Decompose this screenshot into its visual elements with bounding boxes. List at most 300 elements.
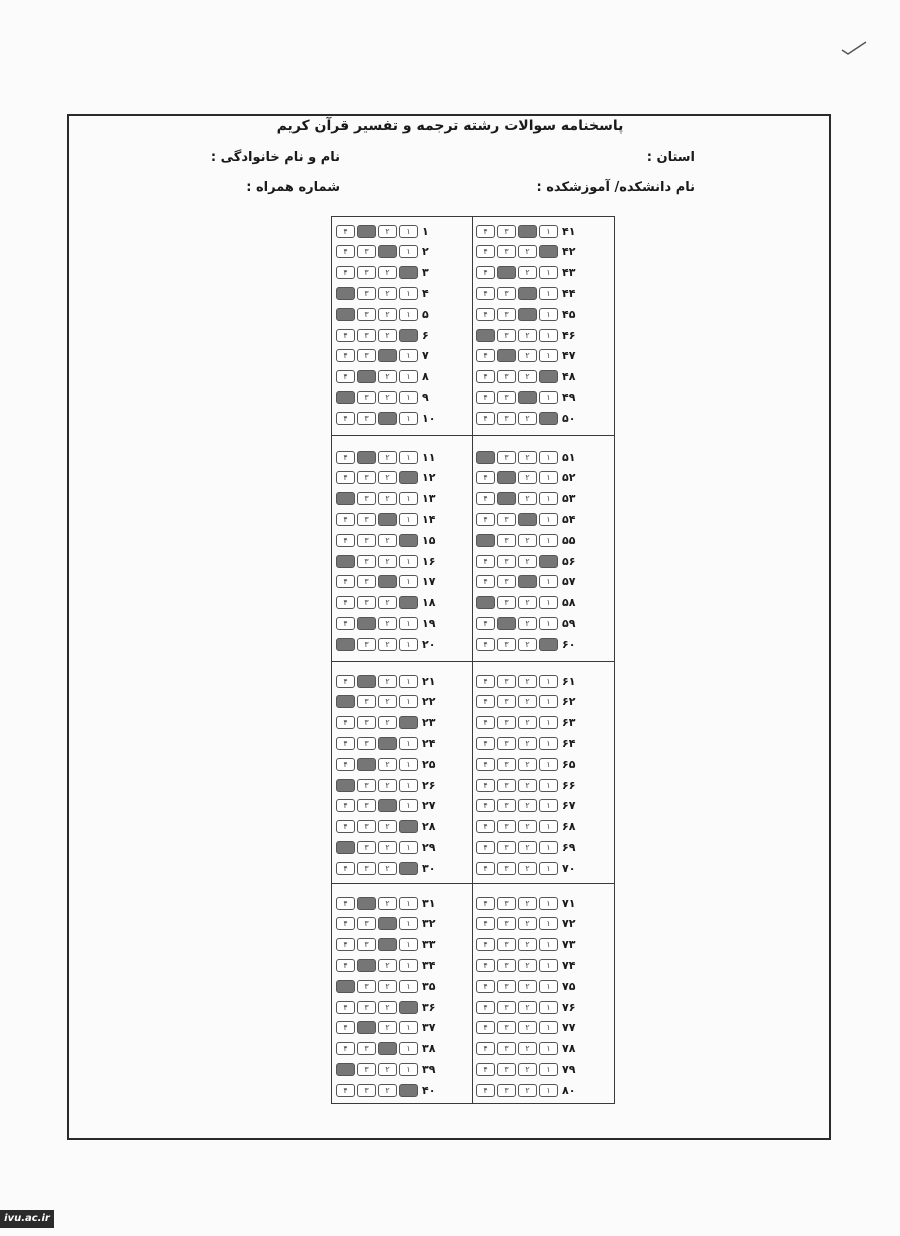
answer-bubble[interactable]: ۴ xyxy=(476,492,495,505)
answer-bubble[interactable]: ۱ xyxy=(399,412,418,425)
answer-bubble[interactable]: ۲ xyxy=(518,349,537,362)
answer-bubble[interactable]: ۴ xyxy=(476,471,495,484)
answer-bubble[interactable]: ۴ xyxy=(336,245,355,258)
answer-bubble[interactable]: ۳ xyxy=(357,917,376,930)
answer-bubble[interactable]: ۲ xyxy=(378,1021,397,1034)
answer-bubble[interactable]: ۳ xyxy=(357,349,376,362)
answer-bubble[interactable]: ۲ xyxy=(378,1084,397,1097)
answer-bubble[interactable] xyxy=(378,938,397,951)
answer-bubble[interactable]: ۴ xyxy=(336,1084,355,1097)
answer-bubble[interactable]: ۳ xyxy=(357,980,376,993)
answer-bubble[interactable] xyxy=(357,675,376,688)
answer-bubble[interactable] xyxy=(497,266,516,279)
answer-bubble[interactable]: ۴ xyxy=(476,1063,495,1076)
answer-bubble[interactable]: ۱ xyxy=(539,1084,558,1097)
answer-bubble[interactable]: ۲ xyxy=(378,758,397,771)
answer-bubble[interactable]: ۴ xyxy=(336,596,355,609)
answer-bubble[interactable] xyxy=(539,245,558,258)
answer-bubble[interactable] xyxy=(336,555,355,568)
answer-bubble[interactable]: ۴ xyxy=(476,799,495,812)
answer-bubble[interactable]: ۲ xyxy=(518,938,537,951)
answer-bubble[interactable]: ۱ xyxy=(539,329,558,342)
answer-bubble[interactable]: ۱ xyxy=(539,349,558,362)
answer-bubble[interactable]: ۲ xyxy=(518,897,537,910)
answer-bubble[interactable]: ۴ xyxy=(336,897,355,910)
answer-bubble[interactable] xyxy=(336,391,355,404)
answer-bubble[interactable]: ۴ xyxy=(476,758,495,771)
answer-bubble[interactable] xyxy=(357,1021,376,1034)
answer-bubble[interactable]: ۲ xyxy=(378,287,397,300)
answer-bubble[interactable]: ۱ xyxy=(399,287,418,300)
answer-bubble[interactable]: ۲ xyxy=(518,638,537,651)
answer-bubble[interactable]: ۳ xyxy=(357,779,376,792)
answer-bubble[interactable]: ۲ xyxy=(378,596,397,609)
answer-bubble[interactable]: ۴ xyxy=(476,349,495,362)
answer-bubble[interactable]: ۴ xyxy=(476,862,495,875)
answer-bubble[interactable]: ۲ xyxy=(378,617,397,630)
answer-bubble[interactable]: ۲ xyxy=(518,1063,537,1076)
answer-bubble[interactable]: ۳ xyxy=(497,917,516,930)
answer-bubble[interactable]: ۳ xyxy=(497,329,516,342)
answer-bubble[interactable]: ۱ xyxy=(539,617,558,630)
answer-bubble[interactable]: ۳ xyxy=(497,451,516,464)
answer-bubble[interactable]: ۳ xyxy=(497,758,516,771)
answer-bubble[interactable] xyxy=(357,370,376,383)
answer-bubble[interactable] xyxy=(378,513,397,526)
answer-bubble[interactable]: ۱ xyxy=(399,1021,418,1034)
answer-bubble[interactable]: ۳ xyxy=(357,245,376,258)
answer-bubble[interactable]: ۱ xyxy=(399,1063,418,1076)
answer-bubble[interactable]: ۲ xyxy=(378,779,397,792)
answer-bubble[interactable]: ۴ xyxy=(336,737,355,750)
answer-bubble[interactable] xyxy=(476,451,495,464)
answer-bubble[interactable]: ۱ xyxy=(399,980,418,993)
answer-bubble[interactable]: ۳ xyxy=(497,841,516,854)
answer-bubble[interactable]: ۱ xyxy=(539,1001,558,1014)
answer-bubble[interactable] xyxy=(399,534,418,547)
answer-bubble[interactable]: ۳ xyxy=(497,980,516,993)
answer-bubble[interactable]: ۲ xyxy=(378,638,397,651)
answer-bubble[interactable]: ۴ xyxy=(476,675,495,688)
answer-bubble[interactable]: ۳ xyxy=(497,287,516,300)
answer-bubble[interactable]: ۳ xyxy=(497,716,516,729)
answer-bubble[interactable]: ۴ xyxy=(336,758,355,771)
answer-bubble[interactable]: ۱ xyxy=(399,959,418,972)
answer-bubble[interactable]: ۴ xyxy=(476,225,495,238)
answer-bubble[interactable]: ۳ xyxy=(497,799,516,812)
answer-bubble[interactable]: ۲ xyxy=(378,841,397,854)
answer-bubble[interactable]: ۳ xyxy=(357,938,376,951)
answer-bubble[interactable]: ۲ xyxy=(518,959,537,972)
answer-bubble[interactable]: ۳ xyxy=(357,412,376,425)
answer-bubble[interactable]: ۱ xyxy=(539,492,558,505)
answer-bubble[interactable]: ۲ xyxy=(518,820,537,833)
answer-bubble[interactable]: ۲ xyxy=(378,308,397,321)
answer-bubble[interactable]: ۴ xyxy=(476,737,495,750)
answer-bubble[interactable]: ۳ xyxy=(357,737,376,750)
answer-bubble[interactable]: ۴ xyxy=(336,370,355,383)
answer-bubble[interactable] xyxy=(357,451,376,464)
answer-bubble[interactable]: ۳ xyxy=(357,638,376,651)
answer-bubble[interactable]: ۴ xyxy=(336,513,355,526)
answer-bubble[interactable]: ۱ xyxy=(539,799,558,812)
answer-bubble[interactable] xyxy=(336,1063,355,1076)
answer-bubble[interactable] xyxy=(378,349,397,362)
answer-bubble[interactable]: ۴ xyxy=(336,534,355,547)
answer-bubble[interactable]: ۲ xyxy=(518,1001,537,1014)
answer-bubble[interactable]: ۱ xyxy=(399,1042,418,1055)
answer-bubble[interactable]: ۳ xyxy=(357,820,376,833)
answer-bubble[interactable] xyxy=(378,575,397,588)
answer-bubble[interactable] xyxy=(357,225,376,238)
answer-bubble[interactable]: ۴ xyxy=(476,575,495,588)
answer-bubble[interactable] xyxy=(497,471,516,484)
answer-bubble[interactable]: ۲ xyxy=(518,758,537,771)
answer-bubble[interactable]: ۲ xyxy=(518,841,537,854)
answer-bubble[interactable]: ۱ xyxy=(539,695,558,708)
answer-bubble[interactable]: ۳ xyxy=(357,596,376,609)
answer-bubble[interactable]: ۲ xyxy=(378,1001,397,1014)
answer-bubble[interactable]: ۲ xyxy=(378,370,397,383)
answer-bubble[interactable]: ۳ xyxy=(357,287,376,300)
answer-bubble[interactable] xyxy=(497,349,516,362)
answer-bubble[interactable]: ۱ xyxy=(539,737,558,750)
answer-bubble[interactable]: ۲ xyxy=(518,471,537,484)
answer-bubble[interactable]: ۳ xyxy=(357,1063,376,1076)
answer-bubble[interactable] xyxy=(336,638,355,651)
answer-bubble[interactable]: ۲ xyxy=(378,980,397,993)
answer-bubble[interactable]: ۱ xyxy=(539,596,558,609)
answer-bubble[interactable]: ۳ xyxy=(497,1084,516,1097)
answer-bubble[interactable]: ۱ xyxy=(539,897,558,910)
answer-bubble[interactable]: ۳ xyxy=(497,245,516,258)
answer-bubble[interactable]: ۴ xyxy=(476,555,495,568)
answer-bubble[interactable] xyxy=(399,820,418,833)
answer-bubble[interactable]: ۲ xyxy=(378,897,397,910)
answer-bubble[interactable] xyxy=(336,308,355,321)
answer-bubble[interactable] xyxy=(336,492,355,505)
answer-bubble[interactable]: ۱ xyxy=(399,492,418,505)
answer-bubble[interactable] xyxy=(378,245,397,258)
answer-bubble[interactable]: ۲ xyxy=(378,695,397,708)
answer-bubble[interactable] xyxy=(399,266,418,279)
answer-bubble[interactable]: ۱ xyxy=(539,1021,558,1034)
answer-bubble[interactable]: ۴ xyxy=(476,841,495,854)
answer-bubble[interactable]: ۳ xyxy=(497,391,516,404)
answer-bubble[interactable] xyxy=(399,716,418,729)
answer-bubble[interactable]: ۲ xyxy=(518,695,537,708)
answer-bubble[interactable]: ۱ xyxy=(399,349,418,362)
answer-bubble[interactable]: ۱ xyxy=(539,862,558,875)
answer-bubble[interactable] xyxy=(476,329,495,342)
answer-bubble[interactable]: ۲ xyxy=(518,1084,537,1097)
answer-bubble[interactable]: ۴ xyxy=(336,617,355,630)
answer-bubble[interactable]: ۱ xyxy=(399,938,418,951)
answer-bubble[interactable]: ۱ xyxy=(399,513,418,526)
answer-bubble[interactable]: ۲ xyxy=(378,266,397,279)
answer-bubble[interactable] xyxy=(476,596,495,609)
answer-bubble[interactable]: ۲ xyxy=(378,1063,397,1076)
answer-bubble[interactable]: ۱ xyxy=(539,534,558,547)
answer-bubble[interactable]: ۱ xyxy=(399,370,418,383)
answer-bubble[interactable]: ۳ xyxy=(497,534,516,547)
answer-bubble[interactable]: ۴ xyxy=(336,349,355,362)
answer-bubble[interactable] xyxy=(336,980,355,993)
answer-bubble[interactable]: ۴ xyxy=(476,980,495,993)
answer-bubble[interactable]: ۳ xyxy=(497,596,516,609)
answer-bubble[interactable]: ۲ xyxy=(518,980,537,993)
answer-bubble[interactable]: ۴ xyxy=(476,287,495,300)
answer-bubble[interactable] xyxy=(357,897,376,910)
answer-bubble[interactable]: ۳ xyxy=(357,841,376,854)
answer-bubble[interactable]: ۱ xyxy=(539,471,558,484)
answer-bubble[interactable]: ۱ xyxy=(539,308,558,321)
answer-bubble[interactable]: ۲ xyxy=(518,329,537,342)
answer-bubble[interactable]: ۲ xyxy=(518,412,537,425)
answer-bubble[interactable]: ۳ xyxy=(497,1063,516,1076)
answer-bubble[interactable]: ۱ xyxy=(539,513,558,526)
answer-bubble[interactable] xyxy=(399,329,418,342)
answer-bubble[interactable]: ۳ xyxy=(357,471,376,484)
answer-bubble[interactable]: ۳ xyxy=(357,695,376,708)
answer-bubble[interactable]: ۲ xyxy=(518,534,537,547)
answer-bubble[interactable]: ۱ xyxy=(539,820,558,833)
answer-bubble[interactable] xyxy=(497,492,516,505)
answer-bubble[interactable]: ۱ xyxy=(399,675,418,688)
answer-bubble[interactable]: ۳ xyxy=(497,959,516,972)
answer-bubble[interactable]: ۱ xyxy=(399,575,418,588)
answer-bubble[interactable] xyxy=(497,617,516,630)
answer-bubble[interactable]: ۱ xyxy=(399,695,418,708)
answer-bubble[interactable] xyxy=(539,412,558,425)
answer-bubble[interactable]: ۴ xyxy=(336,917,355,930)
answer-bubble[interactable]: ۱ xyxy=(539,391,558,404)
answer-bubble[interactable]: ۲ xyxy=(378,492,397,505)
answer-bubble[interactable]: ۳ xyxy=(497,412,516,425)
answer-bubble[interactable]: ۲ xyxy=(518,370,537,383)
answer-bubble[interactable]: ۲ xyxy=(518,451,537,464)
answer-bubble[interactable]: ۳ xyxy=(357,799,376,812)
answer-bubble[interactable]: ۱ xyxy=(539,225,558,238)
answer-bubble[interactable] xyxy=(357,617,376,630)
answer-bubble[interactable]: ۳ xyxy=(357,492,376,505)
answer-bubble[interactable] xyxy=(518,308,537,321)
answer-bubble[interactable] xyxy=(539,370,558,383)
answer-bubble[interactable]: ۱ xyxy=(539,1042,558,1055)
answer-bubble[interactable]: ۱ xyxy=(399,245,418,258)
answer-bubble[interactable] xyxy=(378,1042,397,1055)
answer-bubble[interactable]: ۲ xyxy=(378,820,397,833)
answer-bubble[interactable]: ۳ xyxy=(357,308,376,321)
answer-bubble[interactable]: ۴ xyxy=(336,266,355,279)
answer-bubble[interactable]: ۲ xyxy=(518,266,537,279)
answer-bubble[interactable] xyxy=(518,391,537,404)
answer-bubble[interactable]: ۴ xyxy=(476,1042,495,1055)
answer-bubble[interactable]: ۳ xyxy=(497,779,516,792)
answer-bubble[interactable]: ۱ xyxy=(399,917,418,930)
answer-bubble[interactable]: ۴ xyxy=(476,695,495,708)
answer-bubble[interactable]: ۳ xyxy=(497,513,516,526)
answer-bubble[interactable] xyxy=(399,596,418,609)
answer-bubble[interactable]: ۴ xyxy=(476,820,495,833)
answer-bubble[interactable]: ۱ xyxy=(399,391,418,404)
answer-bubble[interactable]: ۳ xyxy=(357,329,376,342)
answer-bubble[interactable]: ۱ xyxy=(399,758,418,771)
answer-bubble[interactable]: ۱ xyxy=(539,1063,558,1076)
answer-bubble[interactable]: ۴ xyxy=(476,716,495,729)
answer-bubble[interactable]: ۳ xyxy=(357,534,376,547)
answer-bubble[interactable]: ۲ xyxy=(378,959,397,972)
answer-bubble[interactable]: ۲ xyxy=(518,917,537,930)
answer-bubble[interactable]: ۴ xyxy=(336,799,355,812)
answer-bubble[interactable] xyxy=(378,737,397,750)
answer-bubble[interactable]: ۲ xyxy=(518,737,537,750)
answer-bubble[interactable]: ۳ xyxy=(497,1001,516,1014)
answer-bubble[interactable]: ۳ xyxy=(357,555,376,568)
answer-bubble[interactable]: ۳ xyxy=(497,675,516,688)
answer-bubble[interactable]: ۴ xyxy=(336,862,355,875)
answer-bubble[interactable]: ۴ xyxy=(476,938,495,951)
answer-bubble[interactable]: ۴ xyxy=(336,329,355,342)
answer-bubble[interactable]: ۴ xyxy=(476,266,495,279)
answer-bubble[interactable]: ۱ xyxy=(399,799,418,812)
answer-bubble[interactable]: ۳ xyxy=(357,266,376,279)
answer-bubble[interactable]: ۱ xyxy=(539,779,558,792)
answer-bubble[interactable]: ۱ xyxy=(399,737,418,750)
answer-bubble[interactable]: ۱ xyxy=(539,938,558,951)
answer-bubble[interactable]: ۲ xyxy=(378,675,397,688)
answer-bubble[interactable]: ۲ xyxy=(518,492,537,505)
answer-bubble[interactable]: ۳ xyxy=(497,737,516,750)
answer-bubble[interactable]: ۳ xyxy=(497,1021,516,1034)
answer-bubble[interactable]: ۱ xyxy=(539,841,558,854)
answer-bubble[interactable]: ۴ xyxy=(336,471,355,484)
answer-bubble[interactable] xyxy=(539,555,558,568)
answer-bubble[interactable]: ۱ xyxy=(539,758,558,771)
answer-bubble[interactable] xyxy=(518,225,537,238)
answer-bubble[interactable]: ۴ xyxy=(476,308,495,321)
answer-bubble[interactable]: ۲ xyxy=(378,471,397,484)
answer-bubble[interactable] xyxy=(399,1001,418,1014)
answer-bubble[interactable]: ۴ xyxy=(336,959,355,972)
answer-bubble[interactable]: ۲ xyxy=(518,716,537,729)
answer-bubble[interactable]: ۴ xyxy=(336,938,355,951)
answer-bubble[interactable]: ۴ xyxy=(336,1021,355,1034)
answer-bubble[interactable]: ۱ xyxy=(539,959,558,972)
answer-bubble[interactable]: ۱ xyxy=(399,638,418,651)
answer-bubble[interactable]: ۱ xyxy=(399,225,418,238)
answer-bubble[interactable]: ۲ xyxy=(378,329,397,342)
answer-bubble[interactable]: ۳ xyxy=(497,370,516,383)
answer-bubble[interactable]: ۴ xyxy=(336,451,355,464)
answer-bubble[interactable]: ۳ xyxy=(497,575,516,588)
answer-bubble[interactable]: ۳ xyxy=(497,555,516,568)
answer-bubble[interactable]: ۲ xyxy=(518,555,537,568)
answer-bubble[interactable] xyxy=(378,917,397,930)
answer-bubble[interactable]: ۳ xyxy=(357,1042,376,1055)
answer-bubble[interactable]: ۴ xyxy=(476,897,495,910)
answer-bubble[interactable]: ۴ xyxy=(476,370,495,383)
answer-bubble[interactable]: ۴ xyxy=(476,391,495,404)
answer-bubble[interactable] xyxy=(357,758,376,771)
answer-bubble[interactable]: ۳ xyxy=(357,513,376,526)
answer-bubble[interactable]: ۳ xyxy=(497,897,516,910)
answer-bubble[interactable]: ۴ xyxy=(476,779,495,792)
answer-bubble[interactable]: ۱ xyxy=(399,779,418,792)
answer-bubble[interactable]: ۱ xyxy=(539,451,558,464)
answer-bubble[interactable] xyxy=(336,779,355,792)
answer-bubble[interactable]: ۳ xyxy=(497,820,516,833)
answer-bubble[interactable]: ۲ xyxy=(518,1021,537,1034)
answer-bubble[interactable] xyxy=(336,695,355,708)
answer-bubble[interactable]: ۴ xyxy=(476,1021,495,1034)
answer-bubble[interactable] xyxy=(518,287,537,300)
answer-bubble[interactable]: ۲ xyxy=(378,862,397,875)
answer-bubble[interactable]: ۲ xyxy=(518,596,537,609)
answer-bubble[interactable] xyxy=(336,841,355,854)
answer-bubble[interactable]: ۳ xyxy=(497,862,516,875)
answer-bubble[interactable] xyxy=(336,287,355,300)
answer-bubble[interactable]: ۳ xyxy=(497,695,516,708)
answer-bubble[interactable]: ۴ xyxy=(476,513,495,526)
answer-bubble[interactable]: ۴ xyxy=(336,225,355,238)
answer-bubble[interactable]: ۱ xyxy=(539,980,558,993)
answer-bubble[interactable] xyxy=(518,513,537,526)
answer-bubble[interactable]: ۱ xyxy=(539,575,558,588)
answer-bubble[interactable]: ۴ xyxy=(336,1042,355,1055)
answer-bubble[interactable]: ۳ xyxy=(357,391,376,404)
answer-bubble[interactable]: ۲ xyxy=(378,225,397,238)
answer-bubble[interactable]: ۴ xyxy=(476,1084,495,1097)
answer-bubble[interactable]: ۳ xyxy=(357,1001,376,1014)
answer-bubble[interactable]: ۱ xyxy=(539,287,558,300)
answer-bubble[interactable]: ۳ xyxy=(357,862,376,875)
answer-bubble[interactable]: ۳ xyxy=(497,638,516,651)
answer-bubble[interactable]: ۱ xyxy=(399,555,418,568)
answer-bubble[interactable]: ۱ xyxy=(399,897,418,910)
answer-bubble[interactable] xyxy=(518,575,537,588)
answer-bubble[interactable]: ۴ xyxy=(476,245,495,258)
answer-bubble[interactable]: ۲ xyxy=(518,862,537,875)
answer-bubble[interactable]: ۱ xyxy=(539,266,558,279)
answer-bubble[interactable]: ۳ xyxy=(497,1042,516,1055)
answer-bubble[interactable]: ۳ xyxy=(357,716,376,729)
answer-bubble[interactable]: ۲ xyxy=(518,245,537,258)
answer-bubble[interactable]: ۴ xyxy=(336,412,355,425)
answer-bubble[interactable]: ۴ xyxy=(476,917,495,930)
answer-bubble[interactable]: ۱ xyxy=(399,451,418,464)
answer-bubble[interactable]: ۳ xyxy=(497,225,516,238)
answer-bubble[interactable]: ۲ xyxy=(518,779,537,792)
answer-bubble[interactable]: ۳ xyxy=(357,1084,376,1097)
answer-bubble[interactable]: ۴ xyxy=(476,412,495,425)
answer-bubble[interactable] xyxy=(378,799,397,812)
answer-bubble[interactable]: ۴ xyxy=(476,959,495,972)
answer-bubble[interactable]: ۲ xyxy=(518,675,537,688)
answer-bubble[interactable]: ۲ xyxy=(518,799,537,812)
answer-bubble[interactable]: ۳ xyxy=(357,575,376,588)
answer-bubble[interactable]: ۴ xyxy=(476,638,495,651)
answer-bubble[interactable]: ۱ xyxy=(399,308,418,321)
answer-bubble[interactable]: ۲ xyxy=(518,1042,537,1055)
answer-bubble[interactable]: ۴ xyxy=(476,1001,495,1014)
answer-bubble[interactable] xyxy=(399,862,418,875)
answer-bubble[interactable]: ۱ xyxy=(539,716,558,729)
answer-bubble[interactable]: ۴ xyxy=(336,1001,355,1014)
answer-bubble[interactable] xyxy=(378,412,397,425)
answer-bubble[interactable]: ۱ xyxy=(539,675,558,688)
answer-bubble[interactable]: ۲ xyxy=(378,391,397,404)
